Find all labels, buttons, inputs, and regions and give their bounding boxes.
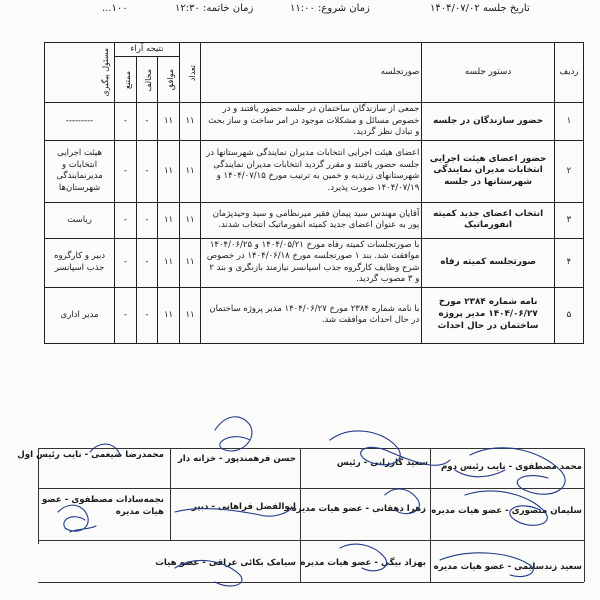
cell-agenda: صورتجلسه کمیته رفاه: [422, 238, 555, 287]
cell-disagree: -: [136, 103, 158, 140]
cell-disagree: -: [136, 140, 158, 202]
cell-agree: ۱۱: [158, 103, 180, 140]
header-line: [0, 0, 600, 22]
cell-responsible: ---------: [45, 103, 115, 140]
cell-count: ۱۱: [179, 238, 201, 287]
cell-count: ۱۱: [179, 202, 201, 238]
cell-responsible: مدیر اداری: [45, 287, 115, 343]
table-row: [45, 140, 584, 202]
cell-agenda: حضور سازندگان در جلسه: [422, 103, 555, 140]
signer-label: زهرا دهقانی - عضو هیات مدیره: [291, 504, 426, 514]
cell-agree: ۱۱: [158, 287, 180, 343]
signature-divider: [584, 448, 585, 582]
cell-agenda: حضور اعضای هیئت اجرایی انتخابات مدیران نمایندگی شهرستانها در جلسه: [422, 140, 555, 202]
cell-row: ۱: [554, 103, 583, 140]
cell-summary: با نامه شماره ۲۳۸۴ مورخ ۱۴۰۴/۰۶/۲۷ مدیر پروژه ساختمان در حال احداث موافقت شد.: [201, 287, 422, 343]
signer-label: حسن فرهمندپور - خزانه دار: [177, 454, 296, 464]
header-agree: موافق: [158, 57, 180, 103]
cell-agree: ۱۱: [158, 238, 180, 287]
header-vote-result: نتیجه آراء: [115, 43, 180, 57]
cell-row: ۲: [554, 140, 583, 202]
table-row: [45, 238, 584, 287]
table-row: [45, 103, 584, 140]
header-count: تعداد: [179, 43, 201, 103]
cell-row: ۳: [554, 202, 583, 238]
cell-agenda: نامه شماره ۲۳۸۴ مورخ ۱۴۰۴/۰۶/۲۷ مدیر پروژه ساختمان در حال احداث: [422, 287, 555, 343]
cell-abstain: -: [115, 140, 137, 202]
signer-label: نجمه‌سادات مصطفوی - عضو هیات مدیره: [42, 495, 164, 518]
signature-rule: [38, 582, 584, 583]
signature-rule: [38, 540, 584, 541]
cell-summary: با صورتجلسات کمیته رفاه مورخ ۱۴۰۴/۰۵/۲۱ و ۱۴۰۴/۰۶/۲۵ موافقت شد. بند ۱ صورتجلسه مورخ ۱۴۰۴/۰۶/۱۸ در خصوص شرح وظایف کارگروه جذب اسپانسر نیازمند بازنگری و بند ۲ و ۳ مصوب گردید.: [201, 238, 422, 287]
signature-divider: [170, 448, 171, 540]
table-row: [45, 202, 584, 238]
cell-agenda: انتخاب اعضای جدید کمیته انفورماتیک: [422, 202, 555, 238]
cell-count: ۱۱: [179, 103, 201, 140]
cell-agree: ۱۱: [158, 202, 180, 238]
signer-label: بهزاد بیگی - عضو هیات مدیره: [300, 558, 426, 568]
signature-rule: [38, 448, 584, 449]
cell-row: ۴: [554, 238, 583, 287]
cell-count: ۱۱: [179, 140, 201, 202]
cell-disagree: -: [136, 202, 158, 238]
signer-label: محمدرضا ضیغمی - نایب رئیس اول: [17, 450, 164, 460]
cell-count: ۱۱: [179, 287, 201, 343]
signature-rule: [38, 488, 584, 489]
cell-abstain: -: [115, 287, 137, 343]
signature-stroke: [70, 526, 96, 532]
header-row-number: ردیف: [554, 43, 583, 103]
cell-agree: ۱۱: [158, 140, 180, 202]
cell-disagree: -: [136, 287, 158, 343]
signature-stroke: [215, 417, 252, 451]
header-fragment: ...۱۰۰: [102, 3, 128, 14]
cell-abstain: -: [115, 103, 137, 140]
header-responsible: مسئول پیگیری: [45, 43, 115, 103]
minutes-table: [44, 42, 584, 344]
cell-summary: آقایان مهندس سید پیمان فقیر میرنظامی و سید وحیدپژمان پور به عنوان اعضای جدید کمیته انفورماتیک انتخاب شدند.: [201, 202, 422, 238]
signer-label: سعید زندسلیمی - عضو هیات مدیره: [433, 562, 582, 572]
cell-responsible: دبیر و کارگروه جذب اسپانسر: [45, 238, 115, 287]
cell-summary: جمعی از سازندگان ساختمان در جلسه حضور یافتند و در خصوص مسائل و مشکلات موجود در امر ساخت و ساز بحث و تبادل نظر گردید.: [201, 103, 422, 140]
header-agenda: دستور جلسه: [422, 43, 555, 103]
signer-label: محمد مصطفوی - نایب رئیس دوم: [440, 462, 582, 472]
cell-abstain: -: [115, 238, 137, 287]
header-summary: صورتجلسه: [201, 43, 422, 103]
header-abstain: ممتنع: [115, 57, 137, 103]
end-time: زمان خاتمه: ۱۲:۳۰: [175, 3, 254, 14]
table-row: [45, 287, 584, 343]
cell-responsible: ریاست: [45, 202, 115, 238]
signer-label: سعید گازرانی - رئیس: [336, 458, 428, 468]
signer-label: ابوالفضل فراهانی - دبیر: [191, 502, 296, 512]
signature-divider: [38, 448, 39, 544]
start-time: زمان شروع: ۱۱:۰۰: [290, 3, 370, 14]
cell-responsible: هیئت اجرایی انتخابات و مدیرنمایندگی شهرستان‌ها: [45, 140, 115, 202]
cell-row: ۵: [554, 287, 583, 343]
signer-label: سلیمان منصوری - عضو هیات مدیره: [431, 506, 582, 516]
signer-label: سیامک بکائی عراقی - عضو هیات: [155, 558, 296, 568]
cell-summary: اعضای هیئت اجرایی انتخابات مدیران نمایندگی شهرستانها در جلسه حضور یافتند و مقرر گردید انتخابات مدیران نمایندگی شهرستانهای زرندیه و خمین به ترتیب مورخ ۱۴۰۴/۰۷/۱۵ و ۱۴۰۴/۰۷/۱۹ صورت پذیرد.: [201, 140, 422, 202]
header-disagree: مخالف: [136, 57, 158, 103]
meeting-date: تاریخ جلسه ۱۴۰۴/۰۷/۰۲: [430, 3, 530, 14]
cell-abstain: -: [115, 202, 137, 238]
cell-disagree: -: [136, 238, 158, 287]
